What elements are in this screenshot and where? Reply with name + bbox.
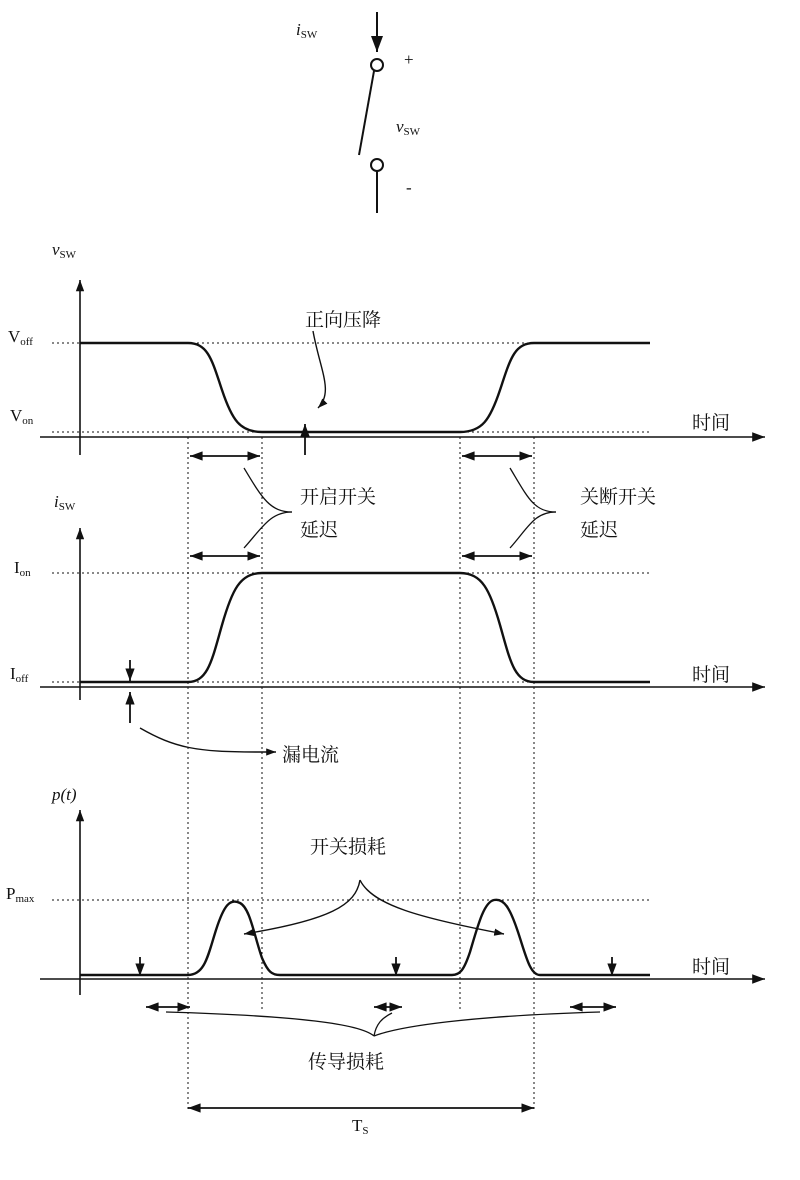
turn-off-delay-label-line2: 延迟 bbox=[580, 519, 619, 541]
switching-period-label: $T_S$ bbox=[352, 1116, 369, 1137]
time-guides bbox=[188, 437, 534, 1110]
leakage-current-label: 漏电流 bbox=[282, 744, 340, 766]
power-axis-label: p(t) bbox=[52, 785, 77, 804]
current-tick-ion: $I_{on}$ bbox=[14, 558, 31, 579]
turn-on-delay-label-line1: 开启开关 bbox=[300, 486, 377, 508]
current-tick-ioff: $I_{off}$ bbox=[10, 664, 29, 685]
voltage-tick-voff: $V_{off}$ bbox=[8, 327, 33, 348]
current-axis-label: $i_{SW}$ bbox=[54, 492, 76, 513]
turn-on-delay-label-line2: 延迟 bbox=[300, 519, 339, 541]
voltage-axis-label: $v_{SW}$ bbox=[52, 240, 77, 261]
voltage-time-axis-label: 时间 bbox=[692, 412, 731, 434]
power-time-axis-label: 时间 bbox=[692, 956, 731, 978]
forward-drop-label: 正向压降 bbox=[305, 309, 382, 331]
turn-off-delay-label-line1: 关断开关 bbox=[580, 486, 657, 508]
current-plot bbox=[40, 528, 765, 752]
delay-leaders bbox=[244, 468, 556, 548]
switch-current-label: $i_{SW}$ bbox=[296, 20, 318, 41]
conduction-loss-label: 传导损耗 bbox=[308, 1051, 385, 1073]
switch-voltage-label: $v_{SW}$ bbox=[396, 117, 421, 138]
switch-symbol bbox=[359, 12, 383, 213]
power-tick-pmax: $P_{max}$ bbox=[6, 884, 35, 905]
terminal-minus-label: - bbox=[406, 178, 412, 197]
voltage-tick-von: $V_{on}$ bbox=[10, 406, 34, 427]
terminal-plus-label: + bbox=[404, 50, 414, 69]
current-time-axis-label: 时间 bbox=[692, 664, 731, 686]
power-plot bbox=[40, 810, 765, 1108]
switching-loss-label: 开关损耗 bbox=[310, 836, 387, 858]
voltage-plot bbox=[40, 280, 765, 455]
